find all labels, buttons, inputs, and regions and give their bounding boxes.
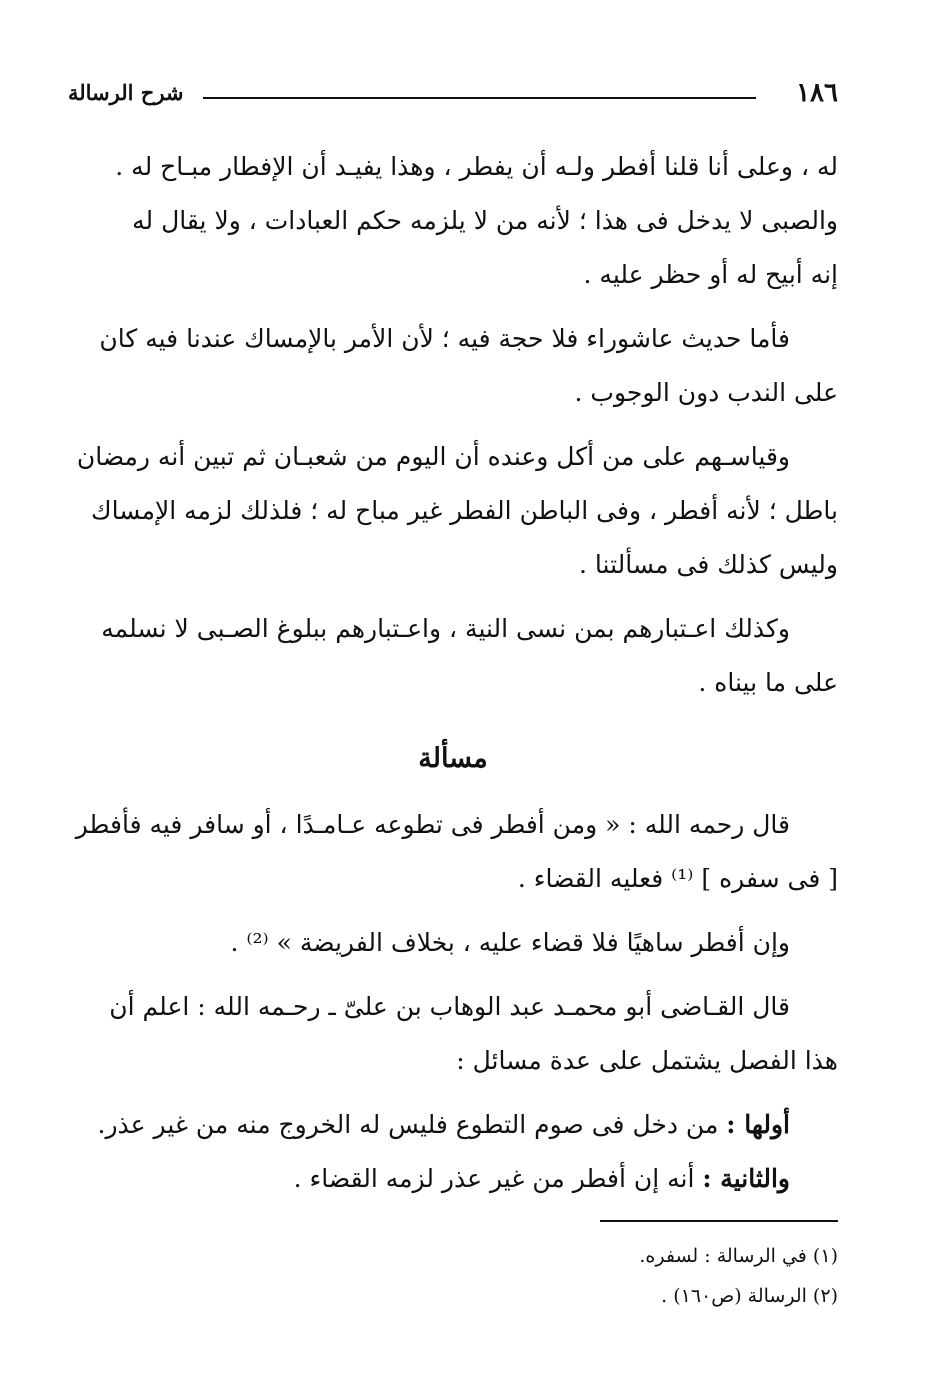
paragraph-7 [68, 980, 838, 1088]
paragraph-5 [68, 798, 838, 906]
text-line: باطل ؛ لأنه أفطر ، وفى الباطن الفطر غير مباح له ؛ فلذلك لزمه الإمساك [91, 496, 838, 525]
text-line: قال رحمه الله : « ومن أفطر فى تطوعه عـامـدًا ، أو سافر فيه فأفطر [75, 810, 790, 839]
text-line: له ، وعلى أنا قلنا أفطر ولـه أن يفطر ، وهذا يفيـد أن الإفطار مبـاح له . [115, 152, 838, 181]
paragraph-2 [68, 312, 838, 420]
page-number: ١٨٦ [796, 78, 838, 108]
lead-term: أولها : [726, 1110, 790, 1139]
paragraph-8 [68, 1098, 838, 1206]
header-rule [203, 97, 756, 99]
text-line: إنه أبيح له أو حظر عليه . [583, 260, 838, 289]
footnote: (٢) الرسالة (ص١٦٠) . [661, 1285, 838, 1307]
text-line: وكذلك اعـتبارهم بمن نسى النية ، واعـتبارهم ببلوغ الصـبى لا نسلمه [101, 614, 790, 643]
text-line: [ فى سفره ] ⁽¹⁾ فعليه القضاء . [517, 864, 838, 893]
text-line: والصبى لا يدخل فى هذا ؛ لأنه من لا يلزمه حكم العبادات ، ولا يقال له [132, 206, 838, 235]
text-line: وإن أفطر ساهيًا فلا قضاء عليه ، بخلاف الفريضة » ⁽²⁾ . [230, 928, 790, 957]
text-line: وقياسـهم على من أكل وعنده أن اليوم من شعبـان ثم تبين أنه رمضان [76, 442, 790, 471]
text-line: فأما حديث عاشوراء فلا حجة فيه ؛ لأن الأمر بالإمساك عندنا فيه كان [99, 324, 790, 353]
text-line: هذا الفصل يشتمل على عدة مسائل : [456, 1046, 838, 1075]
paragraph-4 [68, 602, 838, 710]
paragraph-1 [68, 140, 838, 302]
text-line: وليس كذلك فى مسألتنا . [579, 550, 838, 579]
footnote: (١) في الرسالة : لسفره. [639, 1245, 838, 1267]
footnotes [438, 1236, 838, 1316]
paragraph-3 [68, 430, 838, 592]
page-header [68, 78, 838, 118]
lead-term: والثانية : [702, 1164, 790, 1193]
section-heading: مسألة [418, 743, 488, 774]
footnote-rule [600, 1220, 838, 1222]
text-line [68, 1098, 838, 1152]
main-text [68, 140, 838, 1216]
text-line: قال القـاضى أبو محمـد عبد الوهاب بن علىّ ـ رحـمه الله : اعلم أن [109, 992, 790, 1021]
lead-text: من دخل فى صوم التطوع فليس له الخروج منه من غير عذر. [97, 1110, 727, 1139]
text-line [68, 1152, 838, 1206]
paragraph-6 [68, 916, 838, 970]
text-line: على الندب دون الوجوب . [574, 378, 838, 407]
lead-text: أنه إن أفطر من غير عذر لزمه القضاء . [293, 1164, 703, 1193]
running-title: شرح الرسالة [68, 80, 184, 105]
text-line: على ما بيناه . [698, 668, 838, 697]
